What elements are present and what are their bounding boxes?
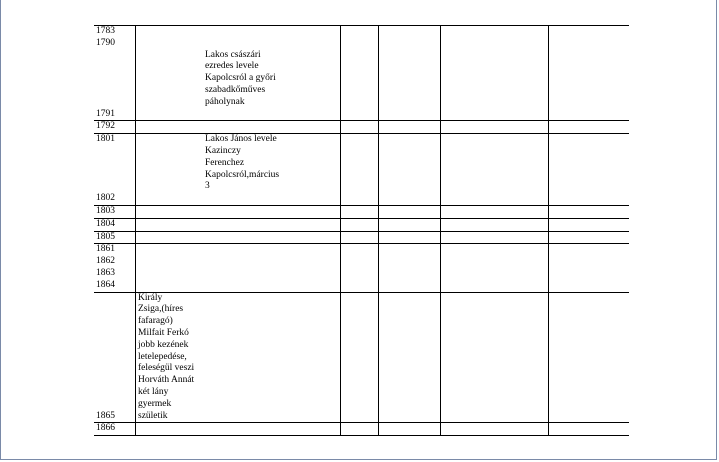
table-row (94, 205, 629, 218)
empty-cell (549, 292, 630, 423)
empty-cell (341, 423, 379, 436)
empty-cell (549, 423, 630, 436)
event-note-line: gyermek (138, 398, 172, 409)
empty-cell (341, 121, 379, 134)
table-row (94, 121, 629, 134)
table-row (94, 423, 629, 436)
event-note-line: Horváth Annát (138, 375, 195, 386)
empty-cell (549, 218, 630, 231)
event-note (205, 50, 305, 121)
event-note-line: páholynak (205, 96, 245, 107)
event-note-line: Lakos császári (205, 49, 261, 60)
year-label: 1862 (96, 256, 115, 267)
empty-cell (341, 218, 379, 231)
event-note-line: szabadkőműves (205, 84, 266, 95)
empty-cell (379, 423, 441, 436)
year-label (96, 181, 133, 193)
event-note-line: Király (138, 292, 163, 303)
year-label (96, 61, 133, 73)
year-label (96, 170, 133, 182)
year-cell (94, 244, 136, 292)
year-cell (94, 26, 136, 121)
table-row (94, 218, 629, 231)
year-cell (94, 218, 136, 231)
event-cell (136, 26, 341, 121)
event-note-line: ezredes levele (205, 61, 259, 72)
empty-cell (341, 26, 379, 121)
empty-cell (379, 292, 441, 423)
empty-cell (379, 231, 441, 244)
event-cell (136, 231, 341, 244)
event-cell (136, 121, 341, 134)
event-note-line: Milfait Ferkó (138, 327, 189, 338)
empty-cell (441, 244, 549, 292)
empty-cell (379, 134, 441, 206)
year-label (96, 85, 133, 97)
empty-cell (441, 218, 549, 231)
year-label: 1783 (96, 26, 115, 36)
empty-cell (379, 244, 441, 292)
year-label: 1805 (96, 231, 115, 242)
empty-cell (341, 205, 379, 218)
empty-cell (341, 134, 379, 206)
empty-cell (441, 26, 549, 121)
event-note-line: két lány (138, 386, 169, 397)
event-note-line: 3 (205, 181, 210, 192)
event-cell (136, 134, 341, 206)
empty-cell (379, 121, 441, 134)
year-cell (94, 423, 136, 436)
year-label: 1865 (96, 410, 115, 421)
year-label: 1791 (96, 108, 115, 119)
year-label (96, 73, 133, 85)
year-label (96, 158, 133, 170)
event-note-line: Kapolcsról a győri (205, 73, 276, 84)
event-cell (136, 244, 341, 292)
empty-cell (341, 231, 379, 244)
event-cell (136, 292, 341, 423)
year-cell (94, 134, 136, 206)
year-cell (94, 121, 136, 134)
year-label (96, 50, 133, 62)
year-label: 1790 (96, 37, 115, 48)
event-note-line: Lakos János levele (205, 134, 277, 145)
empty-cell (379, 26, 441, 121)
table-row (94, 244, 629, 292)
event-note (138, 293, 202, 423)
year-label: 1866 (96, 423, 115, 434)
empty-cell (549, 205, 630, 218)
table-row (94, 134, 629, 206)
year-label: 1801 (96, 134, 115, 145)
table-row (94, 292, 629, 423)
empty-cell (441, 134, 549, 206)
event-cell (136, 423, 341, 436)
event-note-line: jobb kezének (138, 339, 189, 350)
event-note-line: Kapolcsról,március (205, 169, 280, 180)
event-cell (136, 205, 341, 218)
empty-cell (341, 244, 379, 292)
year-label: 1804 (96, 218, 115, 229)
event-note-line: Kazinczy (205, 145, 241, 156)
empty-cell (549, 134, 630, 206)
event-note-line: fafaragó) (138, 316, 173, 327)
year-label: 1861 (96, 244, 115, 255)
empty-cell (549, 244, 630, 292)
event-note-line: Ferenchez (205, 157, 245, 168)
empty-cell (341, 292, 379, 423)
year-cell (94, 292, 136, 423)
spacer (205, 193, 305, 205)
event-note-line: születik (138, 410, 168, 421)
event-note-line: Zsiga,(híres (138, 304, 184, 315)
empty-cell (441, 205, 549, 218)
spacer (205, 109, 305, 121)
year-label (96, 97, 133, 109)
year-label: 1803 (96, 205, 115, 216)
empty-cell (441, 423, 549, 436)
year-label (96, 146, 133, 158)
event-cell (136, 218, 341, 231)
empty-cell (441, 292, 549, 423)
event-note-line: feleségül veszi (138, 363, 195, 374)
empty-cell (441, 121, 549, 134)
year-label: 1863 (96, 267, 115, 278)
empty-cell (549, 231, 630, 244)
year-label: 1802 (96, 193, 115, 204)
event-note (205, 134, 305, 205)
empty-cell (379, 205, 441, 218)
chronology-table (94, 25, 629, 436)
empty-cell (549, 121, 630, 134)
year-cell (94, 231, 136, 244)
year-cell (94, 205, 136, 218)
year-label: 1864 (96, 279, 115, 290)
empty-cell (441, 231, 549, 244)
year-label: 1792 (96, 121, 115, 132)
table-row (94, 26, 629, 121)
empty-cell (379, 218, 441, 231)
table-row (94, 231, 629, 244)
event-note-line: letelepedése, (138, 351, 187, 362)
empty-cell (549, 26, 630, 121)
